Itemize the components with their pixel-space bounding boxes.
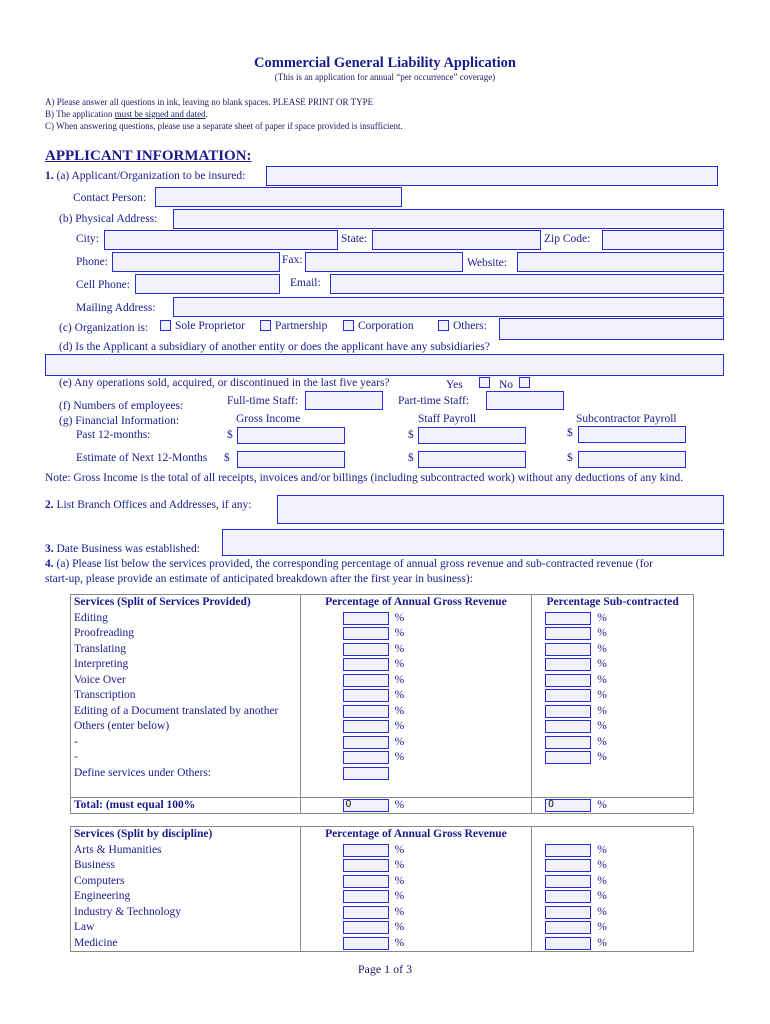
corporation-checkbox[interactable] bbox=[343, 320, 354, 331]
sole-proprietor-checkbox[interactable] bbox=[160, 320, 171, 331]
page-number: Page 1 of 3 bbox=[357, 962, 413, 976]
city-label: City: bbox=[76, 233, 100, 245]
total-label: Total: (must equal 100% bbox=[71, 797, 301, 814]
subcontracted-field[interactable] bbox=[545, 612, 591, 625]
gross-revenue-field[interactable] bbox=[343, 612, 389, 625]
gross-revenue-field[interactable] bbox=[343, 627, 389, 640]
phone-field[interactable] bbox=[112, 252, 280, 272]
discipline-column-header: Services (Split by discipline) bbox=[71, 827, 301, 843]
subcontracted-field[interactable] bbox=[545, 720, 591, 733]
email-field[interactable] bbox=[330, 274, 724, 294]
staff-payroll-past-field[interactable] bbox=[418, 427, 526, 444]
contact-person-label: Contact Person: bbox=[73, 192, 147, 204]
percent-sign: % bbox=[394, 673, 405, 686]
financial-label: (g) Financial Information: bbox=[59, 415, 180, 427]
table-row bbox=[71, 858, 694, 874]
percent-sign: % bbox=[394, 905, 405, 918]
service-name: Computers bbox=[71, 874, 301, 890]
table-row bbox=[71, 642, 694, 658]
percent-sign: % bbox=[394, 843, 405, 856]
q4-line2: start-up, please provide an estimate of anticipated breakdown after the first year in business): bbox=[45, 573, 473, 585]
total-sub-field[interactable]: 0 bbox=[545, 799, 591, 812]
mailing-address-label: Mailing Address: bbox=[76, 302, 156, 314]
q3-label: 3. Date Business was established: bbox=[45, 543, 200, 555]
service-name: Arts & Humanities bbox=[71, 843, 301, 859]
table-header-row bbox=[71, 595, 694, 611]
percent-sign: % bbox=[394, 611, 405, 624]
gross-revenue-field[interactable] bbox=[343, 689, 389, 702]
gross-revenue-field[interactable] bbox=[343, 658, 389, 671]
service-name: Industry & Technology bbox=[71, 905, 301, 921]
service-name: Voice Over bbox=[71, 673, 301, 689]
define-others-field[interactable] bbox=[343, 767, 389, 780]
partnership-label: Partnership bbox=[275, 320, 328, 332]
gross-revenue-column-header: Percentage of Annual Gross Revenue bbox=[300, 595, 532, 611]
gross-revenue-field[interactable] bbox=[343, 674, 389, 687]
percent-sign: % bbox=[597, 890, 607, 903]
subcontracted-field[interactable] bbox=[545, 658, 591, 671]
dollar-sign: $ bbox=[408, 452, 414, 464]
instruction-b: B) The application must be signed and dated. bbox=[45, 109, 208, 119]
percent-sign: % bbox=[597, 658, 607, 671]
physical-address-field[interactable] bbox=[173, 209, 724, 229]
gross-revenue-field[interactable] bbox=[343, 751, 389, 764]
subcontracted-field[interactable] bbox=[545, 736, 591, 749]
percent-sign: % bbox=[597, 689, 607, 702]
gross-revenue-field[interactable] bbox=[343, 921, 389, 934]
gross-revenue-field[interactable] bbox=[343, 890, 389, 903]
yes-label: Yes bbox=[446, 379, 463, 391]
percent-sign: % bbox=[394, 921, 405, 934]
percent-sign: % bbox=[597, 704, 607, 717]
organization-label: (c) Organization is: bbox=[59, 322, 149, 334]
subcontracted-field[interactable] bbox=[545, 751, 591, 764]
service-name: - bbox=[71, 735, 301, 751]
service-name: Editing bbox=[71, 611, 301, 627]
mailing-address-field[interactable] bbox=[173, 297, 724, 317]
subcontracted-field[interactable] bbox=[545, 844, 591, 857]
total-row bbox=[71, 797, 694, 814]
instruction-c: C) When answering questions, please use a separate sheet of paper if space provided is insufficient. bbox=[45, 121, 403, 131]
sub-payroll-past-field[interactable] bbox=[578, 426, 686, 443]
fulltime-field[interactable] bbox=[305, 391, 383, 410]
no-checkbox[interactable] bbox=[519, 377, 530, 388]
services-column-header: Services (Split of Services Provided) bbox=[71, 595, 301, 611]
percent-sign: % bbox=[394, 720, 405, 733]
service-name: Law bbox=[71, 920, 301, 936]
table-row bbox=[71, 735, 694, 751]
table-row bbox=[71, 920, 694, 936]
others-label: Others: bbox=[453, 320, 487, 332]
subcontractor-payroll-header: Subcontractor Payroll bbox=[576, 413, 677, 425]
dollar-sign: $ bbox=[227, 429, 233, 441]
parttime-label: Part-time Staff: bbox=[398, 395, 470, 407]
gross-revenue-field[interactable] bbox=[343, 859, 389, 872]
table-row bbox=[71, 657, 694, 673]
percent-sign: % bbox=[394, 735, 405, 748]
table-row bbox=[71, 874, 694, 890]
city-field[interactable] bbox=[104, 230, 338, 250]
estimate-label: Estimate of Next 12-Months bbox=[76, 452, 208, 464]
percent-sign: % bbox=[394, 874, 405, 887]
table-row bbox=[71, 688, 694, 704]
percent-sign: % bbox=[394, 658, 405, 671]
percent-sign: % bbox=[597, 798, 607, 811]
partnership-checkbox[interactable] bbox=[260, 320, 271, 331]
percent-sign: % bbox=[597, 936, 607, 949]
zip-label: Zip Code: bbox=[544, 233, 591, 245]
gross-revenue-field[interactable] bbox=[343, 643, 389, 656]
parttime-field[interactable] bbox=[486, 391, 564, 410]
table-row bbox=[71, 843, 694, 859]
subcontracted-field[interactable] bbox=[545, 921, 591, 934]
service-name: Translating bbox=[71, 642, 301, 658]
staff-payroll-header: Staff Payroll bbox=[418, 413, 477, 425]
table-row bbox=[71, 704, 694, 720]
state-field[interactable] bbox=[372, 230, 541, 250]
subcontracted-field[interactable] bbox=[545, 674, 591, 687]
discipline-gross-column-header: Percentage of Annual Gross Revenue bbox=[300, 827, 532, 843]
physical-address-label: (b) Physical Address: bbox=[59, 213, 158, 225]
operations-question: (e) Any operations sold, acquired, or discontinued in the last five years? bbox=[59, 377, 390, 389]
subcontracted-column-header: Percentage Sub-contracted bbox=[532, 595, 694, 611]
percent-sign: % bbox=[394, 751, 405, 764]
discipline-table bbox=[70, 826, 694, 952]
q1a-label: 1. (a) Applicant/Organization to be insured: bbox=[45, 170, 246, 182]
percent-sign: % bbox=[597, 642, 607, 655]
subcontracted-field[interactable] bbox=[545, 890, 591, 903]
subcontracted-field[interactable] bbox=[545, 627, 591, 640]
percent-sign: % bbox=[597, 627, 607, 640]
subcontracted-field[interactable] bbox=[545, 937, 591, 950]
percent-sign: % bbox=[597, 905, 607, 918]
percent-sign: % bbox=[597, 673, 607, 686]
percent-sign: % bbox=[394, 704, 405, 717]
zip-field[interactable] bbox=[602, 230, 724, 250]
cell-phone-label: Cell Phone: bbox=[76, 279, 130, 291]
gross-revenue-field[interactable] bbox=[343, 875, 389, 888]
define-others-label: Define services under Others: bbox=[71, 766, 301, 782]
percent-sign: % bbox=[394, 798, 405, 811]
percent-sign: % bbox=[597, 859, 607, 872]
service-name: Transcription bbox=[71, 688, 301, 704]
past-12-months-label: Past 12-months: bbox=[76, 429, 151, 441]
q4-line1: 4. (a) Please list below the services provided, the corresponding percentage of annual gross revenue and sub-contracted revenue (for bbox=[45, 558, 653, 570]
applicant-name-field[interactable] bbox=[266, 166, 718, 186]
table-row bbox=[71, 889, 694, 905]
fulltime-label: Full-time Staff: bbox=[227, 395, 299, 407]
instruction-a: A) Please answer all questions in ink, leaving no blank spaces. PLEASE PRINT OR TYPE bbox=[45, 97, 374, 107]
percent-sign: % bbox=[394, 936, 405, 949]
service-name: Engineering bbox=[71, 889, 301, 905]
date-established-field[interactable] bbox=[222, 529, 724, 556]
service-name: Business bbox=[71, 858, 301, 874]
table-row bbox=[71, 781, 694, 797]
table-row bbox=[71, 936, 694, 952]
service-name: Medicine bbox=[71, 936, 301, 952]
subcontracted-field[interactable] bbox=[545, 689, 591, 702]
table-row bbox=[71, 766, 694, 782]
subcontracted-field[interactable] bbox=[545, 705, 591, 718]
percent-sign: % bbox=[597, 843, 607, 856]
subcontracted-field[interactable] bbox=[545, 875, 591, 888]
gross-revenue-field[interactable] bbox=[343, 736, 389, 749]
table-row bbox=[71, 626, 694, 642]
percent-sign: % bbox=[597, 921, 607, 934]
table-header-row bbox=[71, 827, 694, 843]
total-gross-field[interactable]: 0 bbox=[343, 799, 389, 812]
corporation-label: Corporation bbox=[358, 320, 414, 332]
gross-income-past-field[interactable] bbox=[237, 427, 345, 444]
form-subtitle: (This is an application for annual “per occurrence” coverage) bbox=[274, 72, 496, 82]
table-row bbox=[71, 611, 694, 627]
phone-label: Phone: bbox=[76, 256, 108, 268]
percent-sign: % bbox=[394, 859, 405, 872]
section-title: APPLICANT INFORMATION: bbox=[45, 148, 252, 164]
branch-offices-field[interactable] bbox=[277, 495, 724, 524]
website-field[interactable] bbox=[517, 252, 724, 272]
no-label: No bbox=[499, 379, 514, 391]
service-name: - bbox=[71, 750, 301, 766]
percent-sign: % bbox=[597, 751, 607, 764]
state-label: State: bbox=[341, 233, 368, 245]
employees-label: (f) Numbers of employees: bbox=[59, 400, 184, 412]
table-row bbox=[71, 719, 694, 735]
sole-proprietor-label: Sole Proprietor bbox=[175, 320, 245, 332]
contact-person-field[interactable] bbox=[155, 187, 402, 207]
fax-field[interactable] bbox=[305, 252, 463, 272]
table-row bbox=[71, 750, 694, 766]
percent-sign: % bbox=[597, 720, 607, 733]
subcontracted-field[interactable] bbox=[545, 906, 591, 919]
gross-income-header: Gross Income bbox=[236, 413, 301, 425]
q2-label: 2. List Branch Offices and Addresses, if any: bbox=[45, 499, 252, 511]
others-checkbox[interactable] bbox=[438, 320, 449, 331]
subcontracted-field[interactable] bbox=[545, 859, 591, 872]
gross-income-note: Note: Gross Income is the total of all receipts, invoices and/or billings (including subcontracted work) without any deductions of any kind. bbox=[45, 472, 684, 484]
table-row bbox=[71, 673, 694, 689]
email-label: Email: bbox=[290, 277, 321, 289]
yes-checkbox[interactable] bbox=[479, 377, 490, 388]
percent-sign: % bbox=[394, 689, 405, 702]
service-name: Others (enter below) bbox=[71, 719, 301, 735]
dollar-sign: $ bbox=[567, 452, 573, 464]
percent-sign: % bbox=[394, 642, 405, 655]
form-title: Commercial General Liability Application bbox=[254, 55, 516, 71]
percent-sign: % bbox=[597, 874, 607, 887]
table-row bbox=[71, 905, 694, 921]
others-field[interactable] bbox=[499, 318, 724, 340]
percent-sign: % bbox=[394, 627, 405, 640]
fax-label: Fax: bbox=[282, 254, 303, 266]
service-name: Proofreading bbox=[71, 626, 301, 642]
dollar-sign: $ bbox=[567, 427, 573, 439]
gross-income-estimate-field[interactable] bbox=[237, 451, 345, 468]
gross-revenue-field[interactable] bbox=[343, 937, 389, 950]
dollar-sign: $ bbox=[224, 452, 230, 464]
dollar-sign: $ bbox=[408, 429, 414, 441]
cell-phone-field[interactable] bbox=[135, 274, 280, 294]
service-name: Editing of a Document translated by another bbox=[71, 704, 301, 720]
percent-sign: % bbox=[394, 890, 405, 903]
percent-sign: % bbox=[597, 611, 607, 624]
subsidiary-question: (d) Is the Applicant a subsidiary of another entity or does the applicant have any subsidiaries? bbox=[59, 341, 490, 353]
website-label: Website: bbox=[467, 257, 507, 269]
gross-revenue-field[interactable] bbox=[343, 720, 389, 733]
staff-payroll-estimate-field[interactable] bbox=[418, 451, 526, 468]
services-table bbox=[70, 594, 694, 814]
sub-payroll-estimate-field[interactable] bbox=[578, 451, 686, 468]
gross-revenue-field[interactable] bbox=[343, 844, 389, 857]
percent-sign: % bbox=[597, 735, 607, 748]
gross-revenue-field[interactable] bbox=[343, 705, 389, 718]
gross-revenue-field[interactable] bbox=[343, 906, 389, 919]
service-name: Interpreting bbox=[71, 657, 301, 673]
subcontracted-field[interactable] bbox=[545, 643, 591, 656]
subsidiary-field[interactable] bbox=[45, 354, 724, 376]
